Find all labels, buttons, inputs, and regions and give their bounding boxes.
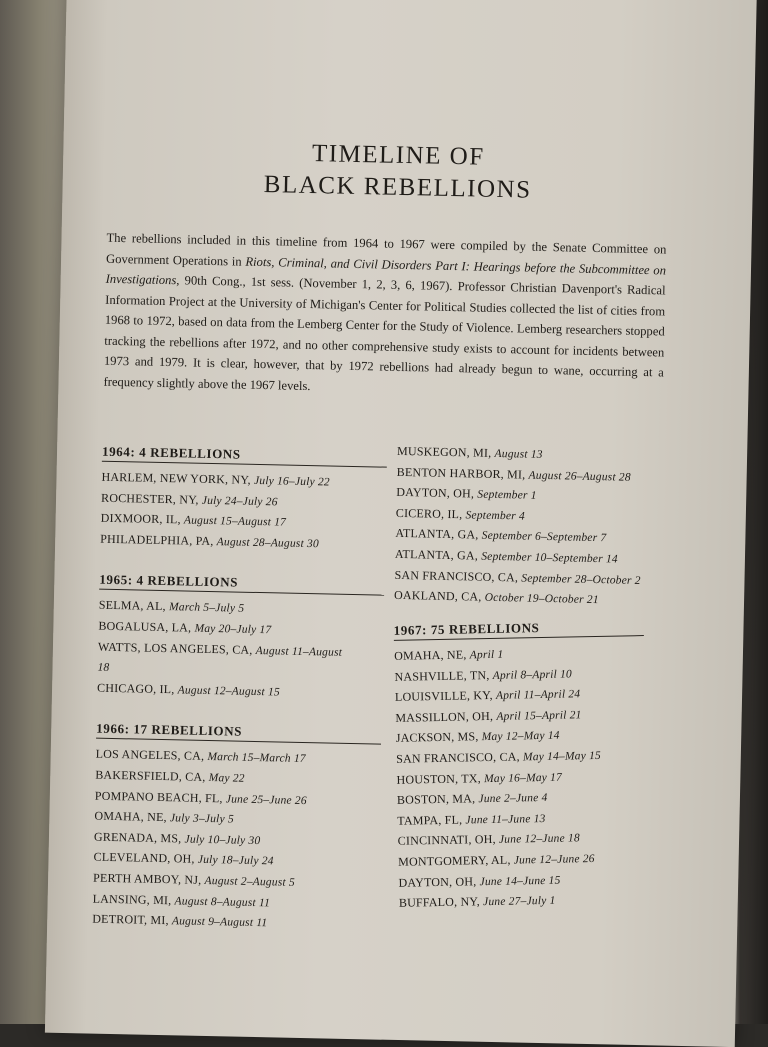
intro-citation-title: Riots, Criminal, and Civil Disorders Part I: Hearings before the Subcommittee on Investigations xyxy=(105,254,667,288)
intro-text-1: The rebellions included in this timeline from 1964 to 1967 were compiled by the Senate Committee on Government Operations in xyxy=(105,230,667,269)
entry-place: LANSING, MI, xyxy=(92,891,172,907)
entry-dates: August 9–August 11 xyxy=(171,915,268,930)
entry-dates: June 14–June 15 xyxy=(479,873,561,888)
entry-dates: May 20–July 17 xyxy=(194,622,272,637)
entry-place: ATLANTA, GA, xyxy=(395,526,479,542)
entry-place: PERTH AMBOY, NJ, xyxy=(92,870,202,887)
entry-place: DETROIT, MI, xyxy=(92,911,169,928)
entry-place: BUFFALO, NY, xyxy=(398,894,481,910)
entry-place: GRENADA, MS, xyxy=(93,829,182,846)
entry-dates: September 28–October 2 xyxy=(521,572,641,587)
entry-dates: June 27–July 1 xyxy=(482,894,556,909)
entry-dates: August 28–August 30 xyxy=(216,535,320,551)
entry-dates: June 12–June 18 xyxy=(498,832,580,846)
entry-place: CLEVELAND, OH, xyxy=(93,849,195,867)
title-line-2: BLACK REBELLIONS xyxy=(263,171,532,204)
entry-place: BAKERSFIELD, CA, xyxy=(95,767,206,784)
intro-text-2: , 90th Cong., 1st sess. (November 1, 2, 3, 6, 1967). Professor Christian Davenport's Radical Information Project at the University of Michigan's Center for Political Studies collected the list of cities from 1968 to 1972, based on data from the Lemberg Center for the Study of Violence. Lemberg researchers stopped tracking the rebellions after 1972, and no other comprehensive study exists to account for incidents between 1973 and 1979. It is clear, however, that by 1972 rebellions had already begun to wane, occurring at a frequency slightly above the 1967 levels. xyxy=(103,273,666,393)
entry-place: PHILADELPHIA, PA, xyxy=(100,531,214,548)
section-title: 1967: 75 REBELLIONS xyxy=(394,618,644,641)
section-title: 1966: 17 REBELLIONS xyxy=(96,721,381,745)
section-1965 xyxy=(97,572,385,705)
entry-dates: June 2–June 4 xyxy=(478,791,548,806)
entry-dates: March 5–July 5 xyxy=(168,601,245,616)
entry-dates: August 26–August 28 xyxy=(528,469,631,484)
entry-place: MONTGOMERY, AL, xyxy=(397,852,511,869)
entry-dates: August 15–August 17 xyxy=(183,514,287,529)
entry-place: TAMPA, FL, xyxy=(397,812,463,828)
entry-place: ROCHESTER, NY, xyxy=(100,490,199,507)
entry-place: OMAHA, NE, xyxy=(394,647,467,663)
entry-dates: April 11–April 24 xyxy=(495,688,581,702)
entry-place: BENTON HARBOR, MI, xyxy=(396,464,526,482)
entry-dates: May 14–May 15 xyxy=(522,749,602,764)
entry-place: CINCINNATI, OH, xyxy=(397,832,496,848)
list-item xyxy=(97,637,348,683)
entry-dates: May 16–May 17 xyxy=(483,770,563,785)
section-title: 1964: 4 REBELLIONS xyxy=(102,444,387,468)
entry-place: MASSILLON, OH, xyxy=(395,708,494,725)
entry-place: ATLANTA, GA, xyxy=(394,546,479,563)
entry-dates: June 12–June 26 xyxy=(513,852,595,867)
entry-place: NASHVILLE, TN, xyxy=(394,667,490,684)
section-1964 xyxy=(100,444,387,556)
timeline-columns xyxy=(92,443,662,930)
section-1966-continued xyxy=(394,442,647,612)
entry-dates: July 24–July 26 xyxy=(201,494,278,508)
entry-place: BOSTON, MA, xyxy=(396,791,476,807)
entry-dates: March 15–March 17 xyxy=(207,751,306,766)
book-page xyxy=(45,0,757,1047)
entry-place: HARLEM, NEW YORK, NY, xyxy=(101,469,251,487)
entry-place: OMAHA, NE, xyxy=(94,808,167,825)
entry-place: WATTS, LOS ANGELES, CA, xyxy=(97,639,253,657)
title-line-1: TIMELINE OF xyxy=(311,140,485,171)
section-1966 xyxy=(92,721,381,936)
entry-place: LOS ANGELES, CA, xyxy=(95,746,205,764)
entry-place: HOUSTON, TX, xyxy=(396,770,481,787)
entry-dates: July 18–July 24 xyxy=(197,854,274,868)
entry-place: CHICAGO, IL, xyxy=(96,680,175,697)
intro-paragraph xyxy=(103,228,666,404)
entry-place: DAYTON, OH, xyxy=(398,873,477,890)
entry-place: CICERO, IL, xyxy=(395,505,463,522)
section-1967 xyxy=(394,618,650,914)
entry-place: MUSKEGON, MI, xyxy=(396,443,492,460)
entry-dates: September 6–September 7 xyxy=(481,530,607,545)
entry-dates: April 1 xyxy=(469,648,504,662)
entry-dates: September 1 xyxy=(477,488,537,503)
page-title xyxy=(127,134,668,209)
entry-dates: April 8–April 10 xyxy=(492,667,573,682)
entry-place: OAKLAND, CA, xyxy=(393,588,482,604)
entry-place: DIXMOOR, IL, xyxy=(100,510,181,527)
entry-dates: September 4 xyxy=(465,509,526,523)
entry-dates: May 22 xyxy=(208,771,245,785)
entry-dates: May 12–May 14 xyxy=(481,729,560,744)
entry-dates: August 13 xyxy=(494,447,543,461)
right-column xyxy=(387,442,647,942)
entry-dates: July 10–July 30 xyxy=(184,833,261,847)
entry-place: SELMA, AL, xyxy=(98,598,166,614)
entry-dates: August 12–August 15 xyxy=(177,684,281,699)
entry-dates: June 11–June 13 xyxy=(465,812,546,827)
entry-dates: July 16–July 22 xyxy=(253,474,330,489)
page-content xyxy=(92,134,668,930)
entry-place: SAN FRANCISCO, CA, xyxy=(396,749,520,766)
section-title: 1965: 4 REBELLIONS xyxy=(99,572,384,596)
entry-place: LOUISVILLE, KY, xyxy=(394,687,493,704)
entry-place: JACKSON, MS, xyxy=(395,729,479,745)
entry-dates: September 10–September 14 xyxy=(481,550,618,566)
list-item xyxy=(399,889,649,914)
entry-place: BOGALUSA, LA, xyxy=(98,618,192,635)
entry-place: POMPANO BEACH, FL, xyxy=(94,788,223,805)
entry-dates: August 11–August 18 xyxy=(97,644,343,675)
entry-dates: August 8–August 11 xyxy=(174,894,271,909)
entry-place: DAYTON, OH, xyxy=(396,485,475,501)
entry-dates: October 19–October 21 xyxy=(484,591,599,607)
left-column xyxy=(92,444,388,959)
entry-place: SAN FRANCISCO, CA, xyxy=(394,567,519,585)
entry-dates: July 3–July 5 xyxy=(169,812,234,826)
entry-dates: April 15–April 21 xyxy=(496,708,582,723)
entry-dates: August 2–August 5 xyxy=(204,874,295,889)
entry-dates: June 25–June 26 xyxy=(225,792,307,807)
